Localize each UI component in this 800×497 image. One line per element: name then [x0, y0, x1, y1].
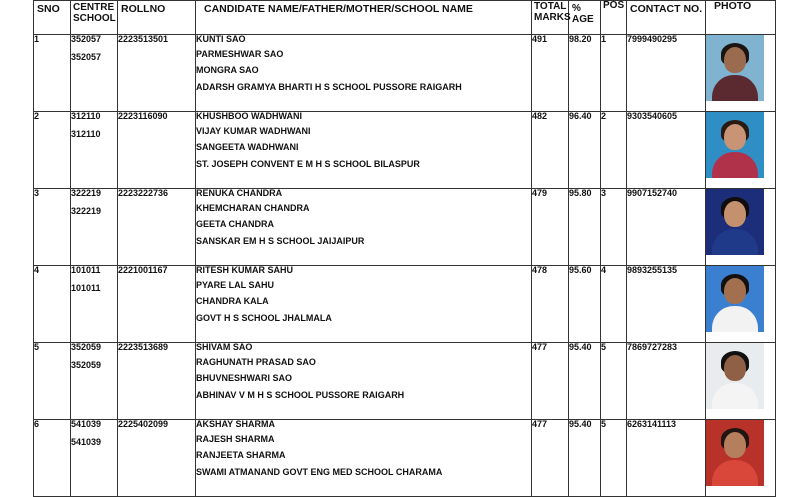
photo-face: [724, 278, 746, 304]
header-total-line2: MARKS: [534, 12, 571, 23]
father-name: PYARE LAL SAHU: [196, 280, 275, 291]
father-name: VIJAY KUMAR WADHWANI: [196, 126, 311, 137]
header-photo: PHOTO: [706, 1, 776, 35]
candidate-photo: [706, 266, 764, 332]
school-code: 352059: [71, 360, 102, 371]
contact-number: 9907152740: [627, 189, 706, 266]
photo-cell: [706, 343, 776, 420]
centre-school-cell: [71, 343, 118, 420]
father-name: RAGHUNATH PRASAD SAO: [196, 357, 316, 368]
centre-school-cell: [71, 189, 118, 266]
total-marks: 491: [532, 35, 569, 112]
percentage: 98.20: [569, 35, 601, 112]
father-name: PARMESHWAR SAO: [196, 49, 284, 60]
roll-number: 2221001167: [118, 266, 196, 343]
header-pct-line2: AGE: [572, 14, 594, 25]
position: 4: [601, 266, 627, 343]
photo-shoulders: [712, 229, 758, 255]
candidate-photo: [706, 112, 764, 178]
school-code: 312110: [71, 129, 101, 140]
percentage: 95.40: [569, 420, 601, 497]
candidate-photo: [706, 35, 764, 101]
serial-number: 6: [34, 420, 71, 497]
centre-code: 312110: [71, 111, 101, 121]
percentage: 95.80: [569, 189, 601, 266]
candidate-photo: [706, 420, 764, 486]
school-code: 322219: [71, 206, 102, 217]
header-centre-line2: SCHOOL: [73, 13, 116, 24]
candidate-photo: [706, 189, 764, 255]
photo-cell: [706, 189, 776, 266]
serial-number: 2: [34, 112, 71, 189]
position: 1: [601, 35, 627, 112]
centre-code: 352059: [71, 342, 102, 352]
total-marks: 478: [532, 266, 569, 343]
photo-face: [724, 432, 746, 458]
school-code: 101011: [71, 283, 101, 294]
header-candidate-name: CANDIDATE NAME/FATHER/MOTHER/SCHOOL NAME: [196, 1, 532, 35]
header-total-marks: [532, 1, 569, 35]
photo-shoulders: [712, 75, 758, 101]
school-code: 352057: [71, 52, 102, 63]
header-centre-line1: CENTRE: [73, 2, 115, 13]
contact-number: 9303540605: [627, 112, 706, 189]
mother-name: RANJEETA SHARMA: [196, 449, 286, 460]
father-name: RAJESH SHARMA: [196, 434, 275, 445]
centre-school-cell: [71, 112, 118, 189]
mother-name: MONGRA SAO: [196, 64, 259, 75]
centre-code: 352057: [71, 34, 102, 44]
mother-name: BHUVNESHWARI SAO: [196, 372, 293, 383]
position: 3: [601, 189, 627, 266]
school-name: ADARSH GRAMYA BHARTI H S SCHOOL PUSSORE RAIGARH: [196, 82, 462, 93]
header-pct-line1: %: [572, 3, 581, 14]
candidate-name: RENUKA CHANDRA: [196, 188, 283, 198]
mother-name: GEETA CHANDRA: [196, 218, 274, 229]
photo-shoulders: [712, 460, 758, 486]
position: 5: [601, 343, 627, 420]
serial-number: 1: [34, 35, 71, 112]
table-row: [34, 343, 776, 420]
position: 2: [601, 112, 627, 189]
roll-number: 2225402099: [118, 420, 196, 497]
photo-face: [724, 47, 746, 73]
mother-name: SANGEETA WADHWANI: [196, 141, 299, 152]
candidate-details-cell: [196, 189, 532, 266]
contact-number: 7869727283: [627, 343, 706, 420]
candidate-name: AKSHAY SHARMA: [196, 419, 276, 429]
table-row: [34, 266, 776, 343]
centre-code: 322219: [71, 188, 102, 198]
candidate-details-cell: [196, 343, 532, 420]
photo-shoulders: [712, 306, 758, 332]
table-row: [34, 189, 776, 266]
total-marks: 479: [532, 189, 569, 266]
table-row: [34, 112, 776, 189]
position: 5: [601, 420, 627, 497]
serial-number: 4: [34, 266, 71, 343]
school-name: SANSKAR EM H S SCHOOL JAIJAIPUR: [196, 236, 365, 247]
serial-number: 5: [34, 343, 71, 420]
photo-face: [724, 355, 746, 381]
roll-number: 2223513689: [118, 343, 196, 420]
centre-school-cell: [71, 35, 118, 112]
school-name: GOVT H S SCHOOL JHALMALA: [196, 313, 332, 324]
photo-face: [724, 201, 746, 227]
contact-number: 9893255135: [627, 266, 706, 343]
roll-number: 2223116090: [118, 112, 196, 189]
photo-shoulders: [712, 383, 758, 409]
contact-number: 6263141113: [627, 420, 706, 497]
photo-cell: [706, 112, 776, 189]
centre-school-cell: [71, 266, 118, 343]
header-position: POS: [601, 1, 627, 35]
merit-list-table: [33, 0, 776, 497]
candidate-photo: [706, 343, 764, 409]
candidate-name: KUNTI SAO: [196, 34, 246, 44]
candidate-details-cell: [196, 112, 532, 189]
header-total-line1: TOTAL: [534, 1, 567, 12]
candidate-name: SHIVAM SAO: [196, 342, 253, 352]
school-name: ST. JOSEPH CONVENT E M H S SCHOOL BILASPUR: [196, 159, 420, 170]
mother-name: CHANDRA KALA: [196, 295, 269, 306]
serial-number: 3: [34, 189, 71, 266]
header-sno: SNO: [34, 1, 71, 35]
header-centre-school: [71, 1, 118, 35]
candidate-details-cell: [196, 266, 532, 343]
school-name: ABHINAV V M H S SCHOOL PUSSORE RAIGARH: [196, 390, 405, 401]
candidate-name: RITESH KUMAR SAHU: [196, 265, 294, 275]
father-name: KHEMCHARAN CHANDRA: [196, 203, 310, 214]
candidate-details-cell: [196, 35, 532, 112]
percentage: 95.60: [569, 266, 601, 343]
photo-face: [724, 124, 746, 150]
photo-cell: [706, 35, 776, 112]
roll-number: 2223222736: [118, 189, 196, 266]
photo-shoulders: [712, 152, 758, 178]
percentage: 95.40: [569, 343, 601, 420]
contact-number: 7999490295: [627, 35, 706, 112]
percentage: 96.40: [569, 112, 601, 189]
roll-number: 2223513501: [118, 35, 196, 112]
table-row: [34, 35, 776, 112]
centre-code: 541039: [71, 419, 102, 429]
header-contact: CONTACT NO.: [627, 1, 706, 35]
school-name: SWAMI ATMANAND GOVT ENG MED SCHOOL CHARAMA: [196, 467, 443, 478]
centre-code: 101011: [71, 265, 101, 275]
total-marks: 477: [532, 343, 569, 420]
header-rollno: ROLLNO: [118, 1, 196, 35]
candidate-name: KHUSHBOO WADHWANI: [196, 111, 302, 121]
header-percentage: [569, 1, 601, 35]
total-marks: 482: [532, 112, 569, 189]
photo-cell: [706, 266, 776, 343]
table-header-row: [34, 1, 776, 35]
school-code: 541039: [71, 437, 102, 448]
total-marks: 477: [532, 420, 569, 497]
